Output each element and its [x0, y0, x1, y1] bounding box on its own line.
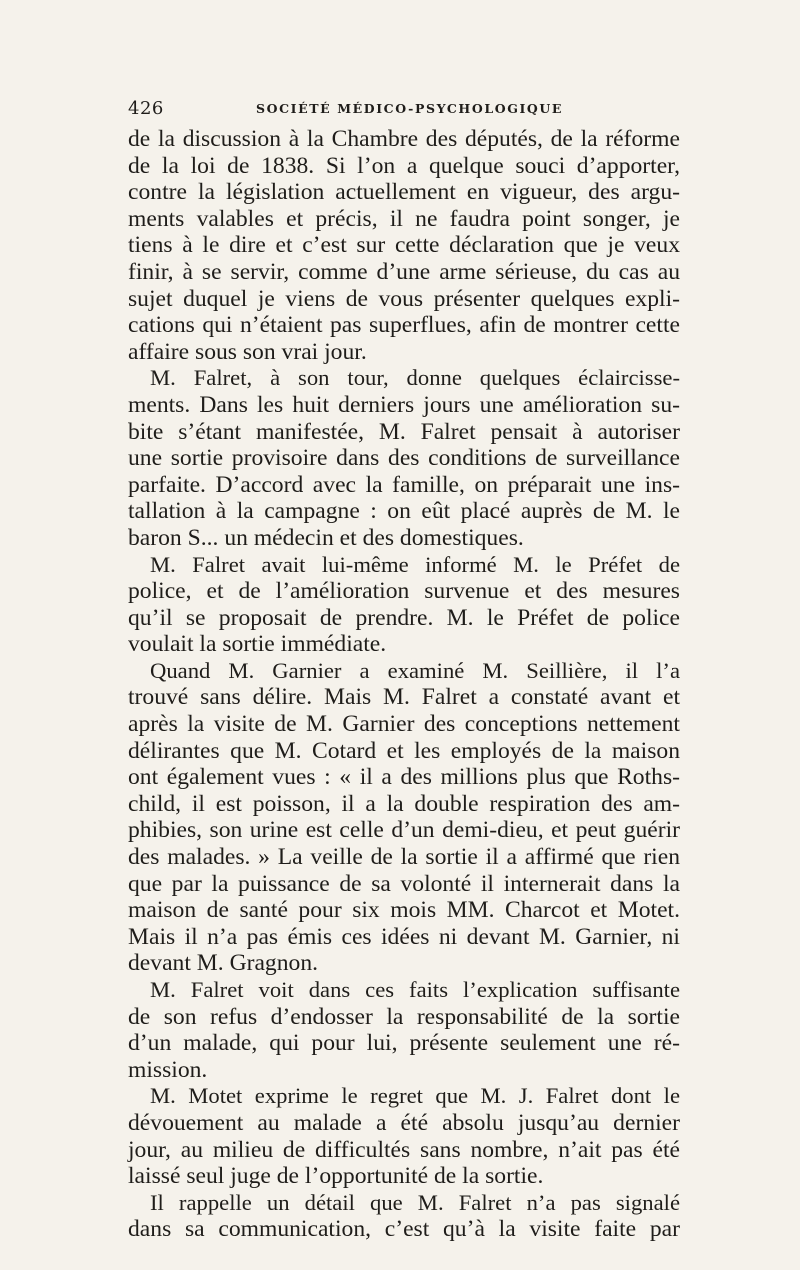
page-number: 426	[128, 98, 164, 119]
text-line: dévouement au malade a été absolu jusqu’au dernier	[128, 1109, 680, 1136]
text-line: sujet duquel je viens de vous présenter quelques expli-	[128, 285, 680, 312]
text-line: finir, à se servir, comme d’une arme sérieuse, du cas au	[128, 258, 680, 285]
text-line: voulait la sortie immédiate.	[128, 631, 387, 658]
journal-title: SOCIÉTÉ MÉDICO-PSYCHOLOGIQUE	[256, 101, 564, 116]
text-line: ont également vues : « il a des millions plus que Roths-	[128, 764, 680, 791]
text-line: de son refus d’endosser la responsabilité de la sortie	[128, 1003, 680, 1030]
text-line: devant M. Gragnon.	[128, 950, 319, 977]
text-line: M. Falret avait lui-même informé M. le Préfet de	[150, 551, 680, 577]
running-head	[128, 98, 680, 124]
text-line: phibies, son urine est celle d’un demi-dieu, et peut guérir	[128, 817, 680, 844]
text-line: bite s’étant manifestée, M. Falret pensait à autoriser	[128, 418, 680, 445]
text-line: trouvé sans délire. Mais M. Falret a constaté avant et	[128, 684, 680, 711]
text-line: de la discussion à la Chambre des députés, de la réforme	[128, 126, 680, 152]
text-line: après la visite de M. Garnier des conceptions nettement	[128, 711, 680, 738]
text-line: délirantes que M. Cotard et les employés de la maison	[128, 737, 680, 764]
text-line: d’un malade, qui pour lui, présente seulement une ré-	[128, 1030, 680, 1057]
text-line: mission.	[128, 1056, 208, 1083]
text-line: M. Falret voit dans ces faits l’explication suffisante	[150, 977, 680, 1002]
text-line: police, et de l’amélioration survenue et des mesures	[128, 578, 680, 605]
text-line: baron S... un médecin et des domestiques.	[128, 524, 524, 551]
text-line: laissé seul juge de l’opportunité de la sortie.	[128, 1163, 544, 1190]
text-line: jour, au milieu de difficultés sans nombre, n’ait pas été	[128, 1136, 680, 1163]
text-line: des malades. » La veille de la sortie il a affirmé que rien	[128, 844, 680, 871]
text-line: maison de santé pour six mois MM. Charcot et Motet.	[128, 897, 680, 924]
text-line: dans sa communication, c’est qu’à la visite faite par	[128, 1216, 680, 1243]
text-line: de la loi de 1838. Si l’on a quelque souci d’apporter,	[128, 152, 680, 179]
text-line: Il rappelle un détail que M. Falret n’a pas signalé	[150, 1189, 680, 1215]
text-line: Quand M. Garnier a examiné M. Seillière, il l’a	[150, 657, 680, 683]
text-line: que par la puissance de sa volonté il internerait dans la	[128, 870, 680, 897]
text-line: ments. Dans les huit derniers jours une amélioration su-	[128, 391, 680, 418]
text-line: qu’il se proposait de prendre. M. le Préfet de police	[128, 604, 680, 631]
text-line: tiens à le dire et c’est sur cette déclaration que je veux	[128, 232, 680, 259]
text-line: contre la législation actuellement en vigueur, des argu-	[128, 179, 680, 206]
text-line: une sortie provisoire dans des conditions de surveillance	[128, 445, 680, 472]
text-line: cations qui n’étaient pas superflues, afin de montrer cette	[128, 312, 680, 339]
text-line: child, il est poisson, il a la double respiration des am-	[128, 790, 680, 817]
body-text	[128, 126, 680, 1243]
text-line: M. Falret, à son tour, donne quelques éclaircisse-	[150, 365, 680, 391]
text-line: ments valables et précis, il ne faudra point songer, je	[128, 205, 680, 232]
text-line: M. Motet exprime le regret que M. J. Falret dont le	[150, 1083, 680, 1109]
text-line: Mais il n’a pas émis ces idées ni devant M. Garnier, ni	[128, 923, 680, 950]
text-line: tallation à la campagne : on eût placé auprès de M. le	[128, 498, 680, 525]
text-line: affaire sous son vrai jour.	[128, 338, 367, 365]
text-line: parfaite. D’accord avec la famille, on préparait une ins-	[128, 471, 680, 498]
